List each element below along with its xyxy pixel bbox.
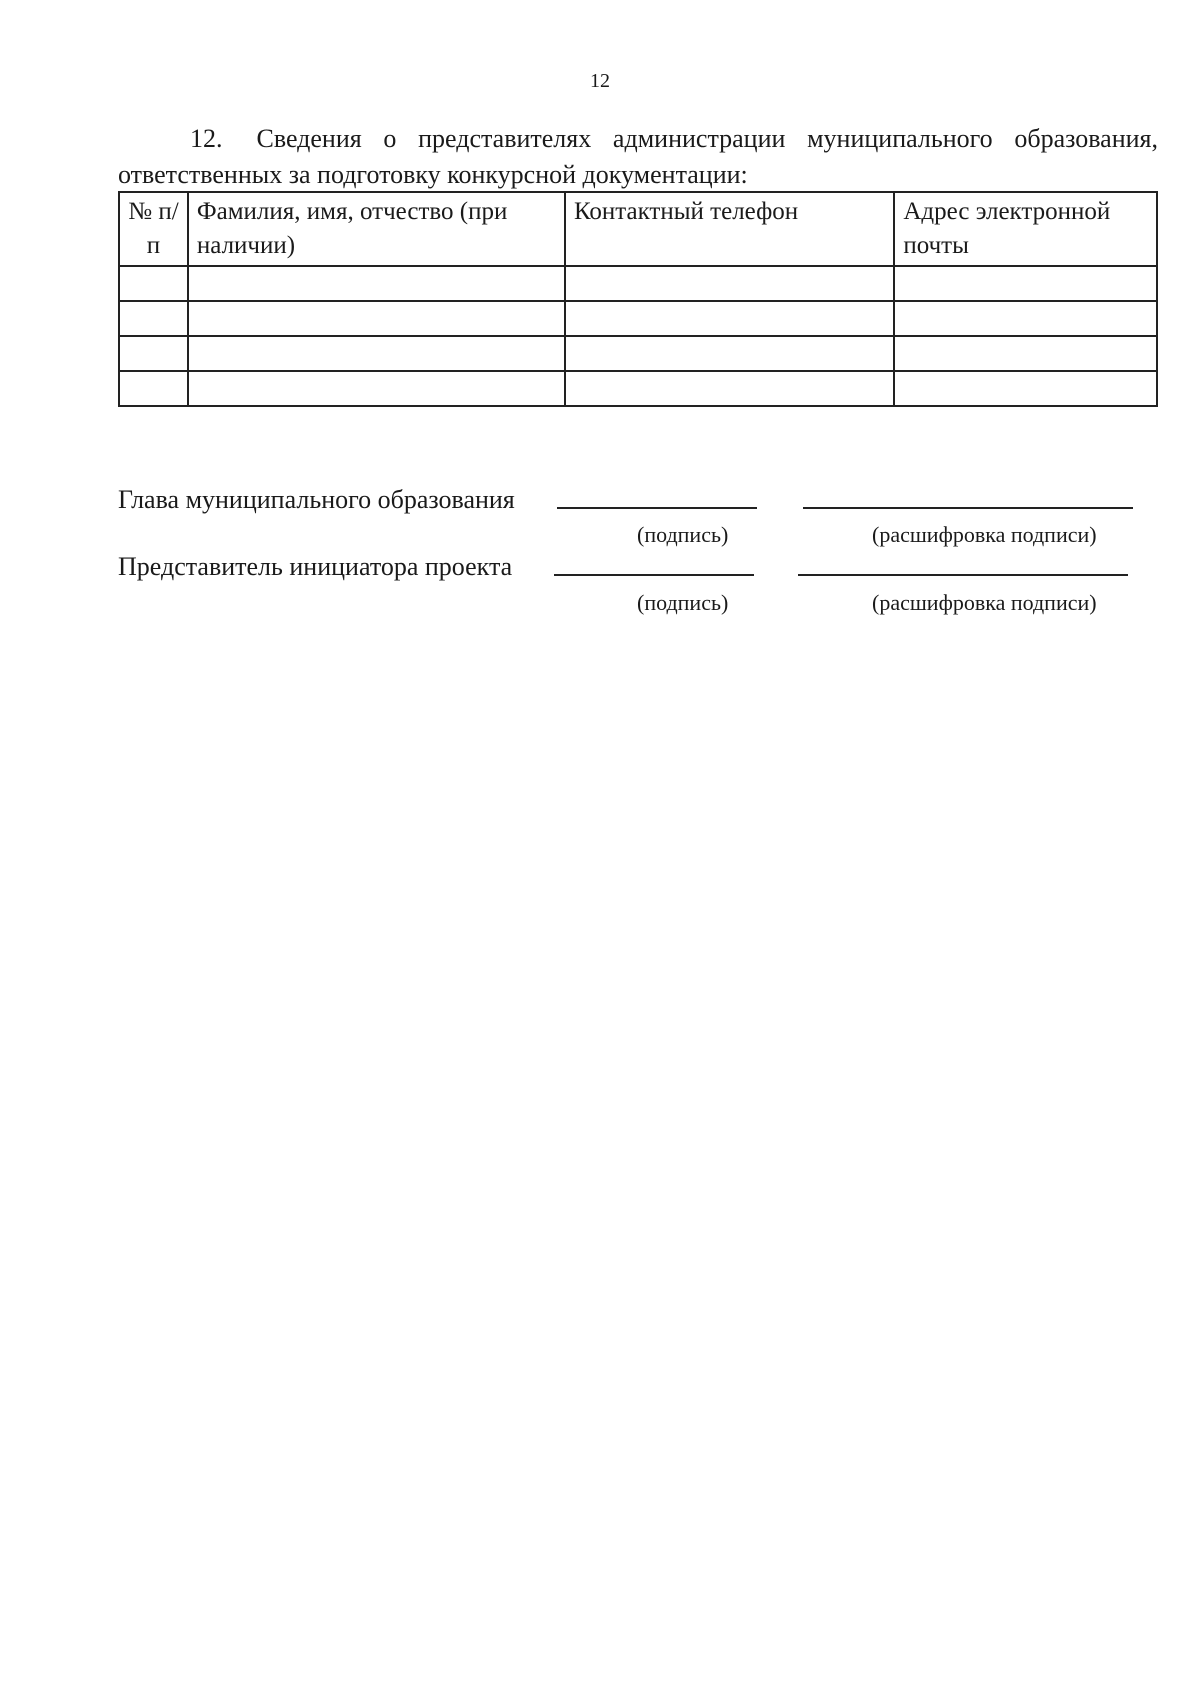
table-row [119, 266, 1157, 301]
table-cell[interactable] [119, 266, 188, 301]
table-cell[interactable] [565, 336, 894, 371]
table-cell[interactable] [565, 266, 894, 301]
table-header-row [119, 192, 1157, 266]
header-phone: Контактный телефон [565, 192, 894, 266]
signature-line[interactable] [557, 507, 757, 509]
section-heading-line1 [118, 121, 1158, 157]
table-cell[interactable] [894, 301, 1157, 336]
signature-caption: (подпись) [637, 590, 729, 615]
page-number: 12 [590, 70, 610, 92]
table-row [119, 371, 1157, 406]
section-text-line1: Сведения о представителях администрации муниципального образования, [256, 124, 1158, 153]
table-cell[interactable] [188, 371, 565, 406]
signature-transcript-line[interactable] [798, 574, 1128, 576]
signature-caption: (подпись) [637, 522, 729, 547]
section-text-line2: ответственных за подготовку конкурсной документации: [118, 160, 748, 189]
table-cell[interactable] [188, 301, 565, 336]
header-number: № п/п [119, 192, 188, 266]
header-full-name: Фамилия, имя, отчество (при наличии) [188, 192, 565, 266]
signature-label: Представитель инициатора проекта [118, 552, 513, 581]
table-row [119, 301, 1157, 336]
table-cell[interactable] [565, 301, 894, 336]
table-cell[interactable] [119, 371, 188, 406]
table-cell[interactable] [894, 371, 1157, 406]
table-cell[interactable] [119, 301, 188, 336]
representatives-table [118, 191, 1158, 407]
header-email: Адрес электронной почты [894, 192, 1157, 266]
section-number: 12. [190, 124, 223, 153]
signature-row-head [118, 485, 1158, 525]
signature-line[interactable] [554, 574, 754, 576]
table-cell[interactable] [188, 266, 565, 301]
section-heading [118, 121, 1158, 193]
table-cell[interactable] [894, 266, 1157, 301]
signature-transcript-caption: (расшифровка подписи) [872, 590, 1097, 615]
table-cell[interactable] [188, 336, 565, 371]
signature-row-initiator [118, 552, 1158, 592]
signature-label: Глава муниципального образования [118, 485, 515, 514]
table-cell[interactable] [565, 371, 894, 406]
signature-transcript-line[interactable] [803, 507, 1133, 509]
table-row [119, 336, 1157, 371]
signature-transcript-caption: (расшифровка подписи) [872, 522, 1097, 547]
table-cell[interactable] [119, 336, 188, 371]
table-cell[interactable] [894, 336, 1157, 371]
